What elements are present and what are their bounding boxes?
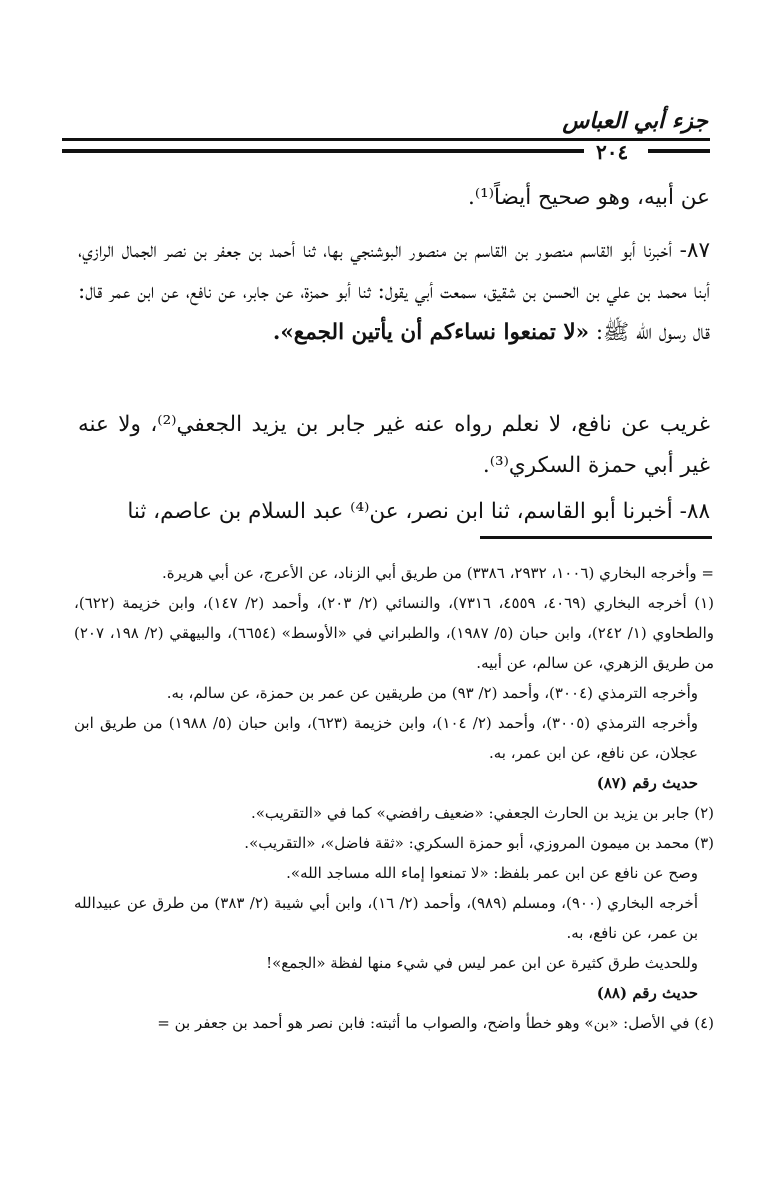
- hadith-88: [78, 491, 710, 532]
- footnote-heading-87: حديث رقم (٨٧): [596, 774, 698, 792]
- main-text: [78, 177, 710, 218]
- footnote-3-more-b: أخرجه البخاري (٩٠٠)، ومسلم (٩٨٩)، وأحمد (٢/ ١٦)، وابن أبي شيبة (٢/ ٣٨٣) من طرق عن عبيدالله بن عمر، عن نافع، به.: [74, 894, 698, 942]
- paragraph-continuation: عن أبيه، وهو صحيح أيضاً⁽¹⁾.: [468, 185, 710, 210]
- hadith-87-comment: [78, 404, 710, 486]
- comment-text: غريب عن نافع، لا نعلم رواه عنه غير جابر بن يزيد الجعفي⁽²⁾، ولا عنه غير أبي حمزة السكري⁽³⁾.: [78, 412, 710, 478]
- footnote-1: (١) أخرجه البخاري (٤٠٦٩، ٤٥٥٩، ٧٣١٦)، والنسائي (٢/ ٢٠٣)، وأحمد (٢/ ١٤٧)، وابن خزيمة (٦٢٢)، والطحاوي (١/ ٢٤٢)، وابن حبان (٥/ ١٩٨٧)، والطبراني في «الأوسط» (٦٦٥٤)، والبيهقي (٢/ ١٩٨، ٢٠٧) من طريق الزهري، عن سالم، عن أبيه.: [74, 594, 715, 672]
- footnote-3: (٣) محمد بن ميمون المروزي، أبو حمزة السكري: «ثقة فاضل»، «التقريب».: [244, 834, 714, 852]
- footnote-3-more-c: وللحديث طرق كثيرة عن ابن عمر ليس في شيء منها لفظة «الجمع»!: [266, 954, 698, 972]
- hadith-87-matn: «لا تمنعوا نساءكم أن يأتين الجمع».: [272, 320, 590, 345]
- hadith-87-isnad: [78, 230, 710, 353]
- footnote-continuation: = وأخرجه البخاري (١٠٠٦، ٢٩٣٢، ٣٣٨٦) من طريق أبي الزناد، عن الأعرج، عن أبي هريرة.: [162, 564, 714, 582]
- hadith-87-chain: ٨٧- أخبرنا أبو القاسم منصور بن القاسم بن منصور البوشنجي بها، ثنا أحمد بن جعفر بن نصر الجمال الرازي، أبنا محمد بن علي بن الحسن بن شقيق، سمعت أبي يقول: ثنا أبو حمزة، عن جابر، عن نافع، عن ابن عمر قال: قال رسول الله ﷺ:: [78, 238, 710, 345]
- footnote-1-more-a: وأخرجه الترمذي (٣٠٠٤)، وأحمد (٢/ ٩٣) من طريقين عن عمر بن حمزة، عن سالم، به.: [166, 684, 698, 702]
- header-rule-right: [648, 149, 710, 153]
- footnote-4: (٤) في الأصل: «بن» وهو خطأ واضح، والصواب ما أثبته: فابن نصر هو أحمد بن جعفر بن =: [157, 1014, 714, 1032]
- footnote-2: (٢) جابر بن يزيد بن الحارث الجعفي: «ضعيف رافضي» كما في «التقريب».: [250, 804, 714, 822]
- running-title: جزء أبي العباس: [562, 108, 708, 134]
- header-rule-left: [62, 149, 584, 153]
- footnote-1-more-b: وأخرجه الترمذي (٣٠٠٥)، وأحمد (٢/ ١٠٤)، وابن خزيمة (٦٢٣)، وابن حبان (٥/ ١٩٨٨) من طريق ابن عجلان، عن نافع، عن ابن عمر، به.: [74, 714, 698, 762]
- footnote-3-more-a: وصح عن نافع عن ابن عمر بلفظ: «لا تمنعوا إماء الله مساجد الله».: [286, 864, 698, 882]
- hadith-87: [78, 230, 710, 353]
- footnote-separator: [480, 536, 712, 539]
- footnotes: [74, 558, 714, 1038]
- hadith-88-isnad: ٨٨- أخبرنا أبو القاسم، ثنا ابن نصر، عن⁽⁴⁾ عبد السلام بن عاصم، ثنا: [127, 499, 710, 524]
- footnote-heading-88: حديث رقم (٨٨): [596, 984, 698, 1002]
- page-number: ٢٠٤: [596, 140, 629, 164]
